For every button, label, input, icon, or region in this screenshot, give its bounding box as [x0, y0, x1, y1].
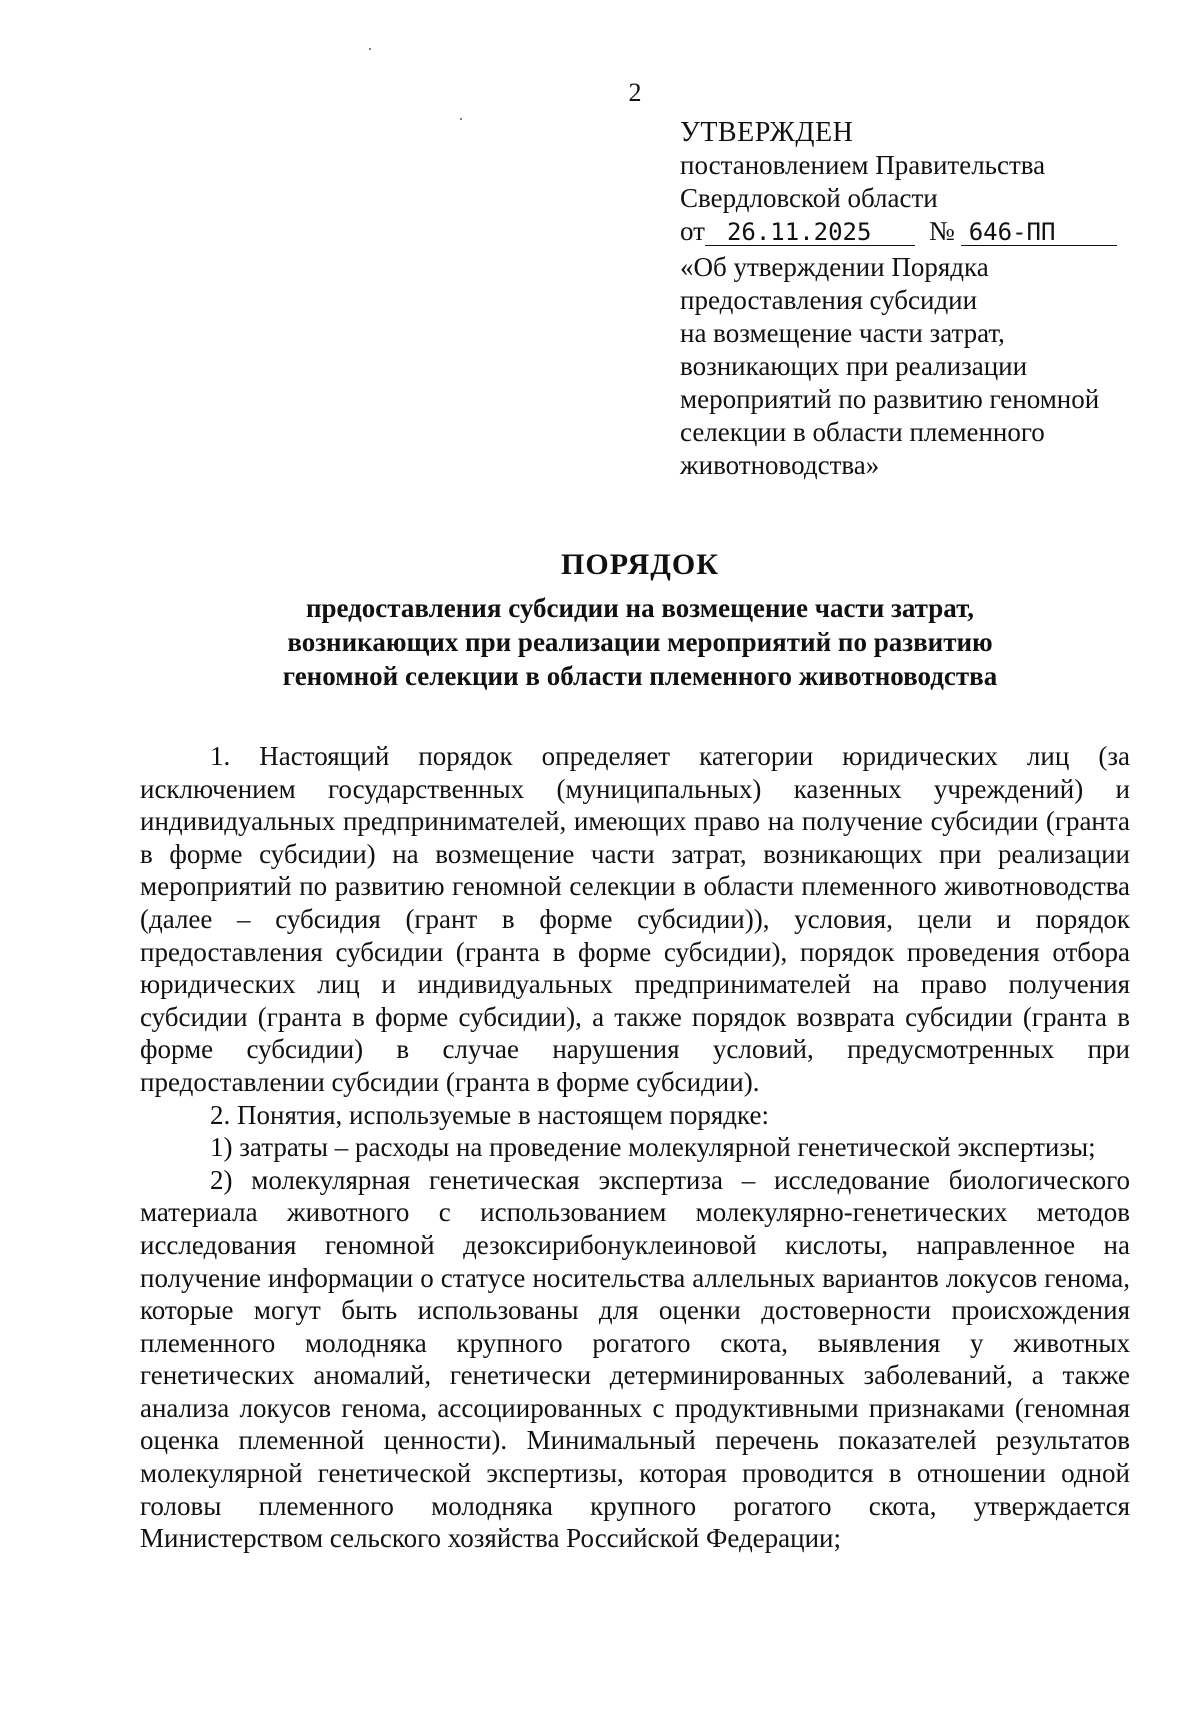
- approval-subject-line: возникающих при реализации: [680, 351, 1028, 381]
- paragraph-2-item-1: 1) затраты – расходы на проведение молекулярной генетической экспертизы;: [210, 1132, 1096, 1163]
- approval-subject-line: предоставления субсидии: [680, 285, 978, 315]
- approval-date-row: [680, 215, 1140, 251]
- paragraph-2: 2. Понятия, используемые в настоящем порядке:: [210, 1099, 769, 1130]
- title-subtitle-line: возникающих при реализации мероприятий по развитию: [287, 627, 993, 657]
- date-field: 26.11.2025: [705, 219, 915, 246]
- title-subtitle: [140, 591, 1140, 693]
- approval-heading: УТВЕРЖДЕН: [680, 117, 854, 148]
- paragraph-1: 1. Настоящий порядок определяет категории юридических лиц (за исключением государственных (муниципальных) казенных учреждений) и индивидуальных предпринимателей, имеющих право на получение субсидии (гранта в форме субсидии) на возмещение части затрат, возникающих при реализации мероприятий по развитию геномной селекции в области племенного животноводства (далее – субсидия (грант в форме субсидии)), условия, цели и порядок предоставления субсидии (гранта в форме субсидии), порядок проведения отбора юридических лиц и индивидуальных предпринимателей на право получения субсидии (гранта в форме субсидии), а также порядок возврата субсидии (гранта в форме субсидии) в случае нарушения условий, предусмотренных при предоставлении субсидии (гранта в форме субсидии).: [140, 741, 1130, 1097]
- title-subtitle-line: предоставления субсидии на возмещение части затрат,: [305, 593, 975, 623]
- approval-line: Свердловской области: [680, 183, 938, 213]
- page-number: 2: [628, 78, 642, 107]
- number-sign: №: [928, 216, 955, 246]
- scan-speck: [369, 48, 371, 50]
- approval-subject-line: животноводства»: [680, 450, 880, 480]
- title-subtitle-line: геномной селекции в области племенного животноводства: [282, 661, 998, 691]
- scan-speck: [460, 118, 462, 120]
- document-title: [140, 545, 1140, 693]
- document-body: [140, 740, 1130, 1555]
- approval-subject-line: «Об утверждении Порядка: [680, 252, 989, 282]
- approval-subject-line: на возмещение части затрат,: [680, 318, 1005, 348]
- approval-block: [680, 116, 1140, 482]
- paragraph-2-item-2: 2) молекулярная генетическая экспертиза – исследование биологического материала животного с использованием молекулярно-генетических методов исследования геномной дезоксирибонуклеиновой кислоты, направленное на получение информации о статусе носительства аллельных вариантов локусов генома, которые могут быть использованы для оценки достоверности происхождения племенного молодняка крупного рогатого скота, выявления у животных генетических аномалий, генетически детерминированных заболеваний, а также анализа локусов генома, ассоциированных с продуктивными признаками (геномная оценка племенной ценности). Минимальный перечень показателей результатов молекулярной генетической экспертизы, которая проводится в отношении одной головы племенного молодняка крупного рогатого скота, утверждается Министерством сельского хозяйства Российской Федерации;: [140, 1164, 1130, 1554]
- approval-subject-line: мероприятий по развитию геномной: [680, 384, 1100, 414]
- number-field: 646-ПП: [961, 219, 1117, 246]
- approval-line: постановлением Правительства: [680, 150, 1046, 180]
- approval-subject-line: селекции в области племенного: [680, 417, 1045, 447]
- date-prefix: от: [680, 216, 705, 246]
- title-main: ПОРЯДОК: [561, 548, 719, 581]
